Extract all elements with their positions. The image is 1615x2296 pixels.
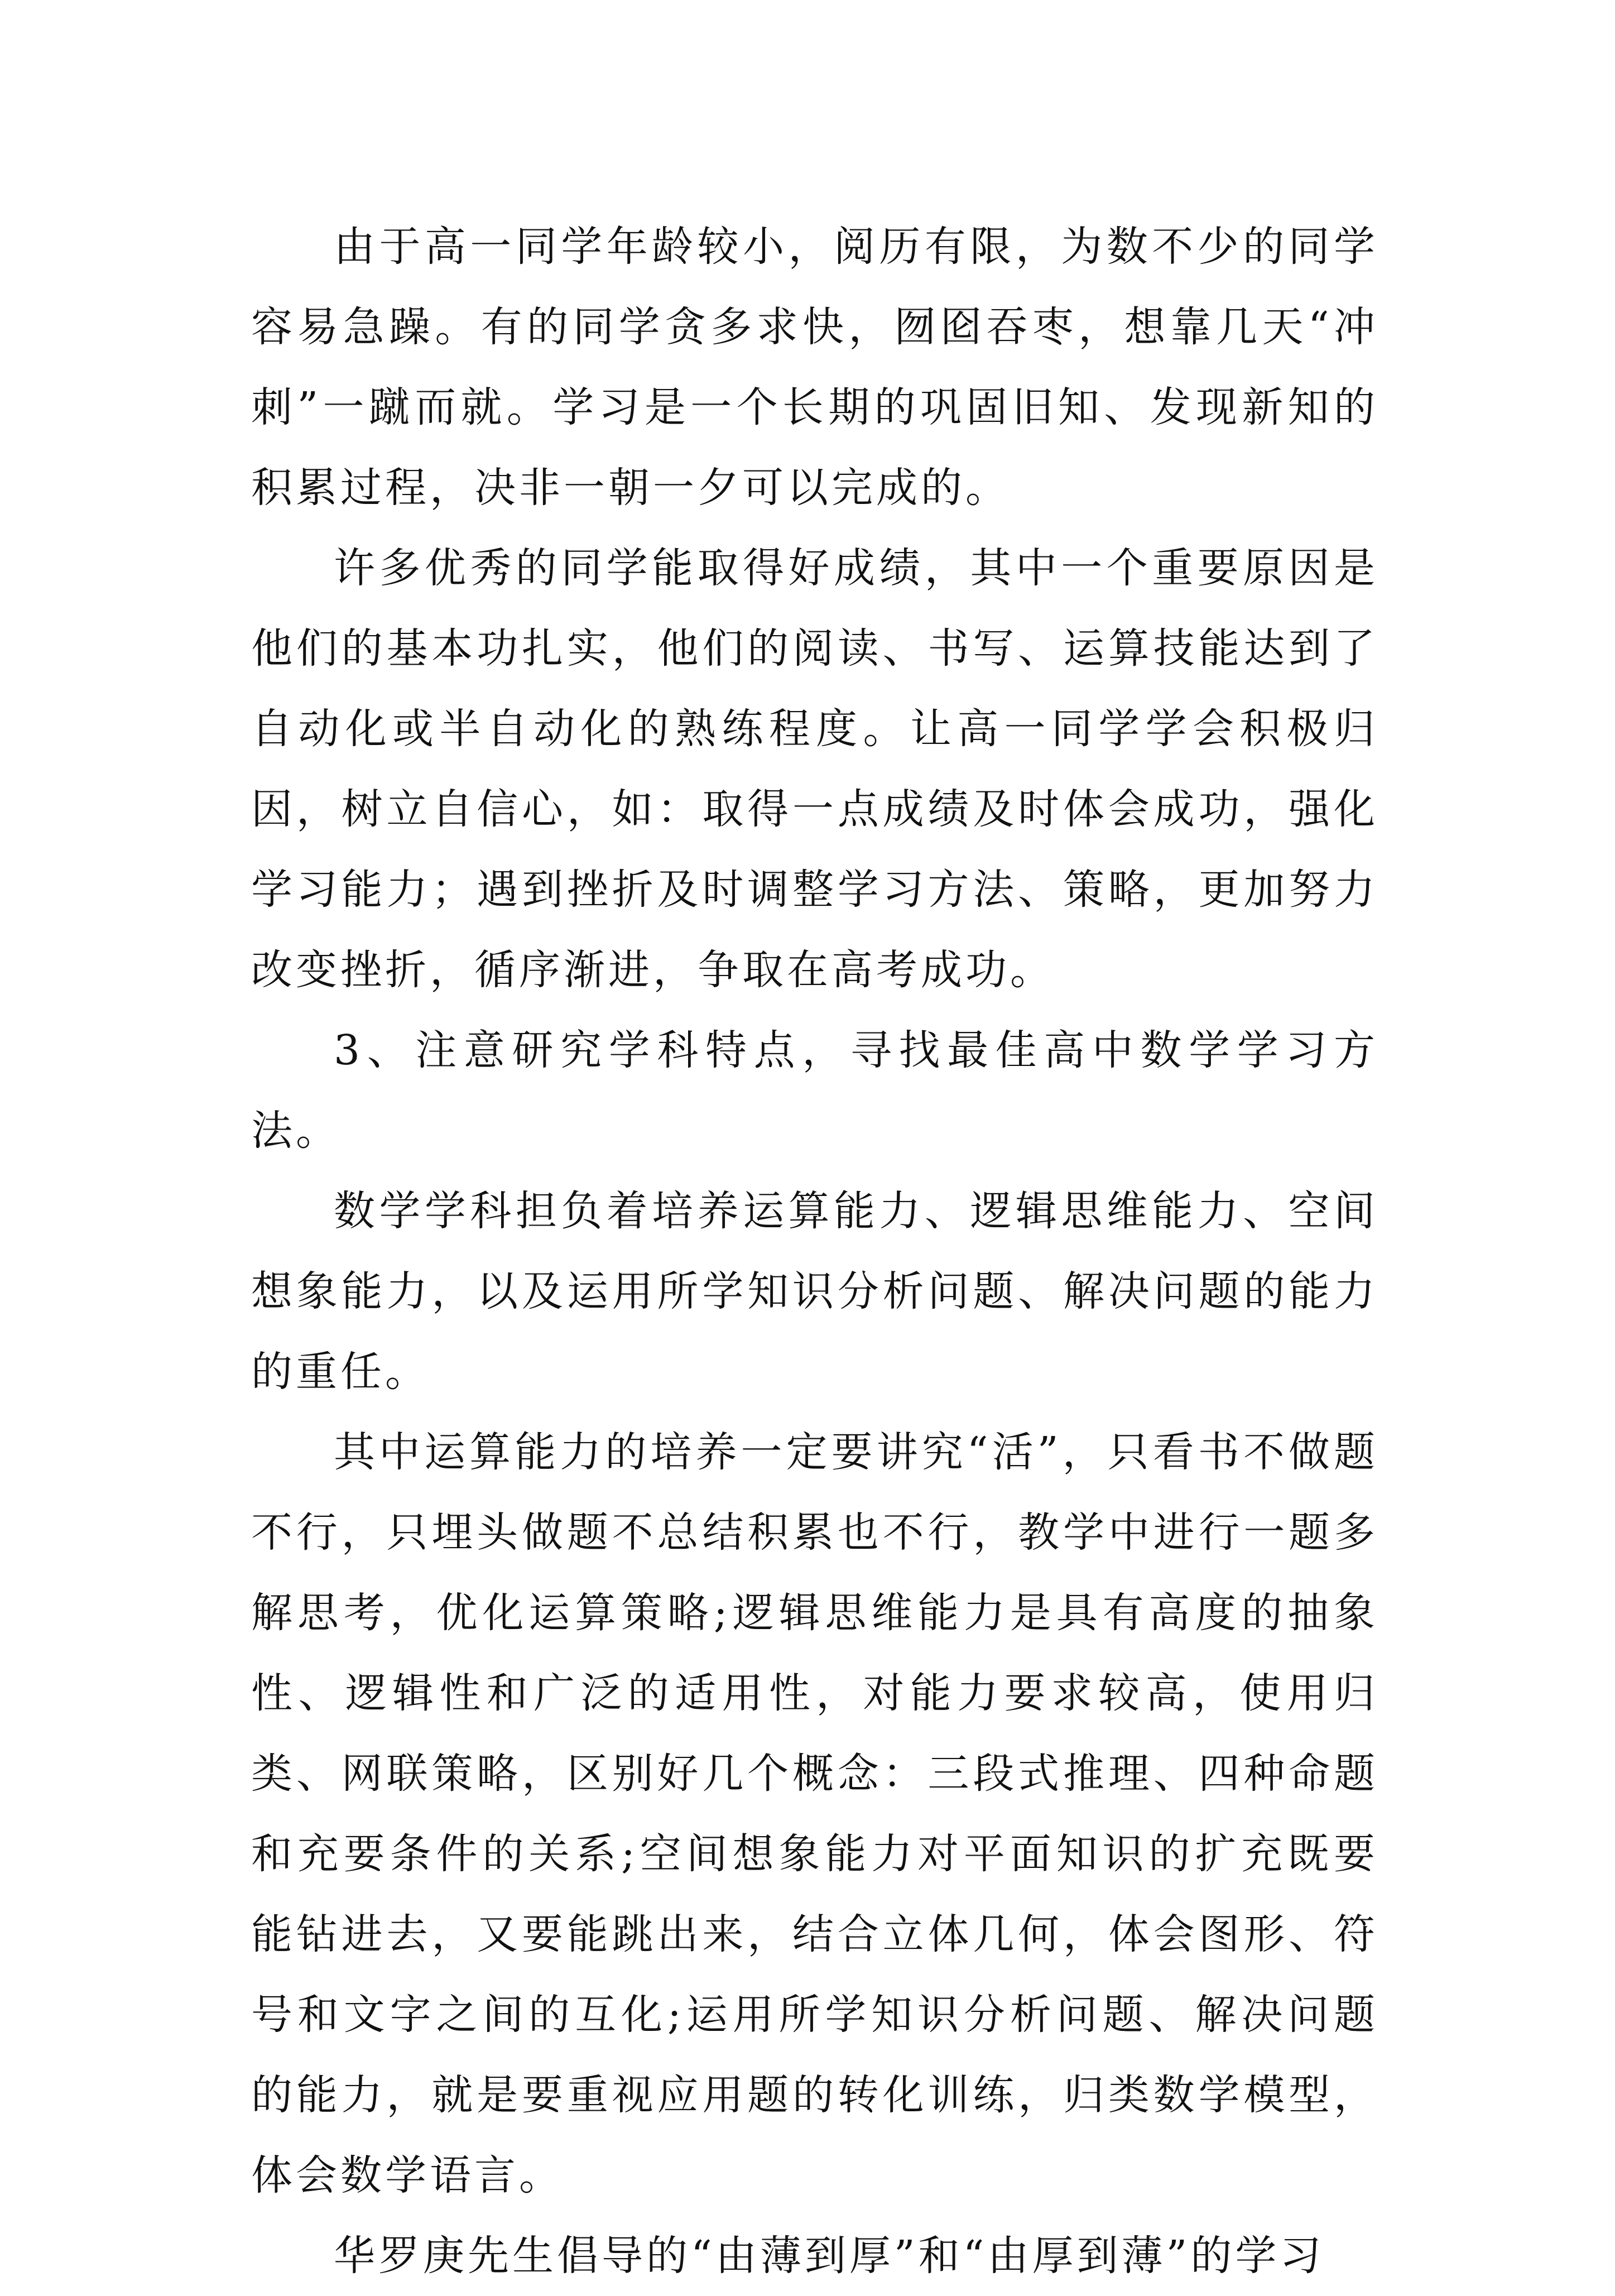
section-heading: 3、注意研究学科特点，寻找最佳高中数学学习方法。	[251, 1026, 1378, 1155]
paragraph: 许多优秀的同学能取得好成绩，其中一个重要原因是他们的基本功扎实，他们的阅读、书写、运算技能达到了自动化或半自动化的熟练程度。让高一同学学会积极归因，树立自信心，如：取得一点成绩及时体会成功，强化学习能力；遇到挫折及时调整学习方法、策略，更加努力改变挫折，循序渐进，争取在高考成功。	[251, 544, 1378, 994]
paragraph: 华罗庚先生倡导的“由薄到厚”和“由厚到薄”的学习	[334, 2232, 1325, 2280]
document-body	[251, 206, 1378, 2296]
paragraph: 数学学科担负着培养运算能力、逻辑思维能力、空间想象能力，以及运用所学知识分析问题、解决问题的能力的重任。	[251, 1187, 1378, 1396]
paragraph: 由于高一同学年龄较小，阅历有限，为数不少的同学容易急躁。有的同学贪多求快，囫囵吞枣，想靠几天“冲刺”一蹴而就。学习是一个长期的巩固旧知、发现新知的积累过程，决非一朝一夕可以完成的。	[251, 223, 1378, 512]
paragraph: 其中运算能力的培养一定要讲究“活”，只看书不做题不行，只埋头做题不总结积累也不行，教学中进行一题多解思考，优化运算策略;逻辑思维能力是具有高度的抽象性、逻辑性和广泛的适用性，对能力要求较高，使用归类、网联策略，区别好几个概念：三段式推理、四种命题和充要条件的关系;空间想象能力对平面知识的扩充既要能钻进去，又要能跳出来，结合立体几何，体会图形、符号和文字之间的互化;运用所学知识分析问题、解决问题的能力，就是要重视应用题的转化训练，归类数学模型，体会数学语言。	[251, 1428, 1378, 2199]
